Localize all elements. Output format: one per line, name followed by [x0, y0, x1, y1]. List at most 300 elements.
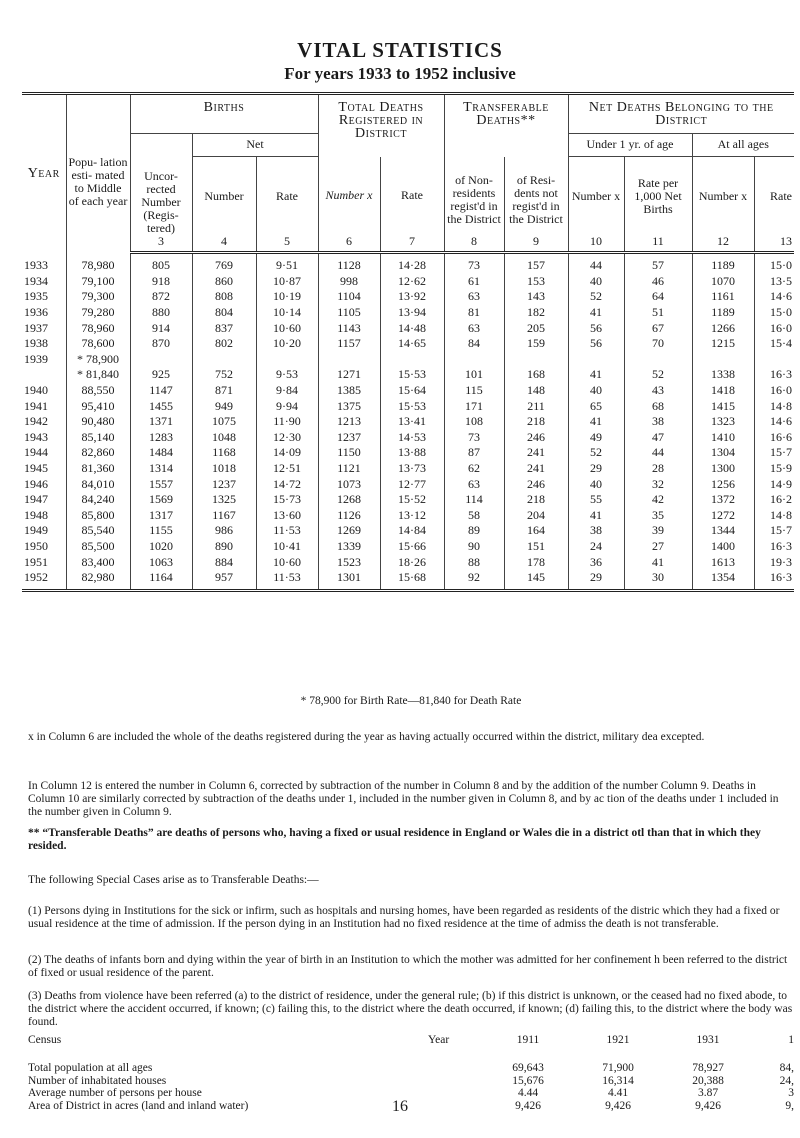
note-column-6: x in Column 6 are included the whole of the deaths registered during the year as having actually occurred within the district, military dea excepted. — [28, 731, 705, 743]
header-deaths-rate: Rate — [380, 157, 444, 236]
table-cell: 1161 — [692, 289, 754, 305]
table-cell: 43 — [624, 383, 692, 399]
table-cell: 16·3 — [770, 538, 792, 553]
table-cell: 15·73 — [256, 492, 318, 508]
census-value: 9, — [785, 1099, 794, 1112]
table-cell: 85,540 — [66, 523, 130, 539]
header-all-number: Number x — [692, 157, 754, 236]
census-value: 4.44 — [517, 1087, 539, 1099]
col-number: 4 — [192, 235, 256, 253]
table-row — [22, 476, 794, 492]
table-cell: 79,300 — [66, 289, 130, 305]
census-value: 24, — [779, 1074, 794, 1087]
table-cell: 79,280 — [66, 305, 130, 321]
table-cell: 83,400 — [66, 554, 130, 570]
table-cell: 949 — [192, 398, 256, 414]
table-cell: 171 — [444, 398, 504, 414]
table-row — [22, 274, 794, 290]
table-cell: 40 — [568, 383, 624, 399]
table-cell: 1304 — [692, 445, 754, 461]
table-cell: 178 — [504, 554, 568, 570]
table-cell: 914 — [130, 320, 192, 336]
table-cell: 30 — [624, 570, 692, 591]
table-cell: 14·53 — [380, 430, 444, 446]
table-cell: 1256 — [692, 476, 754, 492]
table-cell: 1215 — [692, 336, 754, 352]
col-number: 6 — [318, 235, 380, 253]
table-cell: 182 — [504, 305, 568, 321]
header-transferable-deaths: Transferable Deaths** — [444, 94, 568, 157]
table-cell: 44 — [624, 445, 692, 461]
table-cell: 1339 — [318, 539, 380, 555]
table-cell: 168 — [504, 367, 568, 383]
table-cell: 1073 — [318, 476, 380, 492]
census-value: 15,676 — [512, 1074, 544, 1087]
table-cell — [130, 352, 192, 368]
table-cell: 957 — [192, 570, 256, 591]
census-row-label: Number of inhabitated houses — [28, 1074, 167, 1087]
table-cell: 204 — [504, 508, 568, 524]
note-column-12: In Column 12 is entered the number in Column 6, corrected by subtraction of the number in Column 8 and by the addition of the number Column 9. Deaths in Column 10 are similarly corrected by subtraction of the deaths under 1, included in the number given in Column 8, and by ac tion of the deaths under 1 included in the number given in Column 9. — [28, 780, 779, 818]
table-cell: 11·53 — [256, 570, 318, 591]
table-cell: 85,140 — [66, 430, 130, 446]
table-row — [22, 539, 794, 555]
table-cell: 13·60 — [256, 508, 318, 524]
table-cell: 1266 — [692, 320, 754, 336]
table-cell: 1948 — [22, 508, 66, 524]
table-cell: 58 — [444, 508, 504, 524]
table-row — [22, 253, 794, 274]
table-cell: 804 — [192, 305, 256, 321]
table-cell: 62 — [444, 461, 504, 477]
table-row — [22, 305, 794, 321]
table-cell: 41 — [568, 508, 624, 524]
header-under-1: Under 1 yr. of age — [568, 134, 692, 157]
table-cell: 1947 — [22, 492, 66, 508]
table-cell: 29 — [568, 570, 624, 591]
table-cell: 890 — [192, 539, 256, 555]
table-cell: 884 — [192, 554, 256, 570]
table-cell: 35 — [624, 508, 692, 524]
table-cell: 14·09 — [256, 445, 318, 461]
table-cell: 1323 — [692, 414, 754, 430]
table-cell: 15·0 — [770, 258, 792, 273]
table-cell: 85,800 — [66, 508, 130, 524]
table-cell: 1189 — [692, 305, 754, 321]
census-row — [28, 1062, 794, 1075]
table-cell: 40 — [568, 274, 624, 290]
table-cell — [380, 352, 444, 368]
census-value: 69,643 — [512, 1062, 544, 1074]
table-cell: 1950 — [22, 539, 66, 555]
table-cell: 15·52 — [380, 492, 444, 508]
table-cell: 1944 — [22, 445, 66, 461]
table-cell: 802 — [192, 336, 256, 352]
table-cell: 1939 — [22, 352, 66, 368]
table-cell: 14·84 — [380, 523, 444, 539]
table-cell: 1283 — [130, 430, 192, 446]
table-cell: 38 — [624, 414, 692, 430]
table-cell: 1375 — [318, 398, 380, 414]
table-cell: 15·7 — [770, 445, 792, 460]
table-cell: 872 — [130, 289, 192, 305]
table-cell: 13·94 — [380, 305, 444, 321]
header-rate: Rate — [256, 157, 318, 236]
table-cell: 15·53 — [380, 367, 444, 383]
table-cell: 82,860 — [66, 445, 130, 461]
table-cell: 10·87 — [256, 274, 318, 290]
table-cell: 41 — [568, 305, 624, 321]
table-cell: 9·51 — [256, 253, 318, 274]
table-cell: 918 — [130, 274, 192, 290]
table-cell: 32 — [624, 476, 692, 492]
table-cell — [692, 352, 754, 368]
col-number: 5 — [256, 235, 318, 253]
table-cell: 1371 — [130, 414, 192, 430]
table-cell: 1400 — [692, 539, 754, 555]
table-cell: 1317 — [130, 508, 192, 524]
table-cell: 1484 — [130, 445, 192, 461]
table-row — [22, 336, 794, 352]
table-cell: 1121 — [318, 461, 380, 477]
table-cell: 52 — [568, 445, 624, 461]
table-cell: 14·48 — [380, 320, 444, 336]
table-cell: 1070 — [692, 274, 754, 290]
census-year: 1931 — [696, 1034, 720, 1046]
table-cell: 10·14 — [256, 305, 318, 321]
table-cell: 15·53 — [380, 398, 444, 414]
table-cell — [22, 367, 66, 383]
col-number: 12 — [692, 235, 754, 253]
census-value: 4.41 — [607, 1087, 629, 1099]
header-under1-number: Number x — [568, 157, 624, 236]
table-cell: 925 — [130, 367, 192, 383]
table-cell: 1937 — [22, 320, 66, 336]
note-case-3: (3) Deaths from violence have been referred (a) to the district of residence, under the general rule; (b) if this district is unknown, or the ceased had no fixed abode, to the district where the accident occurred, if known; (c) failing this, to the district where the death occurred, if known; (d) failing this, to the district where the body was found. — [28, 990, 793, 1028]
table-cell: 157 — [504, 253, 568, 274]
table-cell: 12·51 — [256, 461, 318, 477]
table-cell: 88 — [444, 554, 504, 570]
table-cell: 115 — [444, 383, 504, 399]
table-row — [22, 430, 794, 446]
table-cell: 1143 — [318, 320, 380, 336]
col-number: 3 — [130, 235, 192, 253]
table-cell: 246 — [504, 476, 568, 492]
table-cell: 143 — [504, 289, 568, 305]
table-cell: 1569 — [130, 492, 192, 508]
table-cell: 1128 — [318, 253, 380, 274]
census-value: 20,388 — [692, 1074, 724, 1087]
table-cell: 1934 — [22, 274, 66, 290]
table-cell: 1325 — [192, 492, 256, 508]
col-number: 9 — [504, 235, 568, 253]
table-cell: 860 — [192, 274, 256, 290]
table-cell: 15·7 — [770, 523, 792, 538]
table-cell: 1938 — [22, 336, 66, 352]
table-cell: 65 — [568, 398, 624, 414]
table-cell: 1155 — [130, 523, 192, 539]
table-cell: 46 — [624, 274, 692, 290]
table-cell: 84,010 — [66, 476, 130, 492]
table-cell: 63 — [444, 289, 504, 305]
table-cell: 13·88 — [380, 445, 444, 461]
table-cell: 90 — [444, 539, 504, 555]
table-cell: 16·6 — [770, 429, 792, 444]
table-row — [22, 398, 794, 414]
table-cell: 808 — [192, 289, 256, 305]
table-cell: 73 — [444, 430, 504, 446]
table-cell: 10·41 — [256, 539, 318, 555]
table-cell: 14·6 — [770, 289, 792, 304]
table-cell: 63 — [444, 476, 504, 492]
table-cell: 14·65 — [380, 336, 444, 352]
table-cell: 1147 — [130, 383, 192, 399]
table-cell: 70 — [624, 336, 692, 352]
census-year: 1911 — [516, 1034, 540, 1046]
table-cell: 1272 — [692, 508, 754, 524]
table-cell — [256, 352, 318, 368]
col-number: 8 — [444, 235, 504, 253]
header-total-deaths: Total Deaths Registered in District — [318, 94, 444, 157]
table-cell: 1935 — [22, 289, 66, 305]
table-cell: 1410 — [692, 430, 754, 446]
table-cell: 39 — [624, 523, 692, 539]
table-cell: 1455 — [130, 398, 192, 414]
col-number: 13 — [754, 235, 794, 253]
table-cell: 1126 — [318, 508, 380, 524]
census-label: Census — [28, 1034, 62, 1046]
table-cell: 41 — [624, 554, 692, 570]
census-value: 9,426 — [515, 1099, 541, 1112]
table-row — [22, 352, 794, 368]
table-cell: 28 — [624, 461, 692, 477]
table-cell: 769 — [192, 253, 256, 274]
table-cell: * 81,840 — [66, 367, 130, 383]
table-cell: 10·20 — [256, 336, 318, 352]
table-cell: 1354 — [692, 570, 754, 591]
table-cell: 1942 — [22, 414, 66, 430]
note-transferable: ** “Transferable Deaths” are deaths of persons who, having a fixed or usual residence in England or Wales die in a district otl than that in which they resided. — [28, 827, 761, 852]
census-row — [28, 1075, 794, 1088]
table-cell: 1385 — [318, 383, 380, 399]
census-value: 84, — [779, 1062, 794, 1074]
table-cell: 1018 — [192, 461, 256, 477]
census-header — [28, 1034, 794, 1050]
table-cell: 67 — [624, 320, 692, 336]
table-cell: 101 — [444, 367, 504, 383]
table-cell: 1237 — [192, 476, 256, 492]
table-cell: 49 — [568, 430, 624, 446]
table-row — [22, 383, 794, 399]
table-cell: 986 — [192, 523, 256, 539]
table-cell: 1269 — [318, 523, 380, 539]
table-row — [22, 445, 794, 461]
census-value: 9,426 — [695, 1099, 721, 1112]
table-cell: 40 — [568, 476, 624, 492]
table-cell: 42 — [624, 492, 692, 508]
census-value: 16,314 — [602, 1074, 634, 1087]
table-cell: 1189 — [692, 253, 754, 274]
table-cell: 84 — [444, 336, 504, 352]
col-number: 7 — [380, 235, 444, 253]
table-cell: 16·0 — [770, 383, 792, 398]
header-year: Year — [22, 94, 66, 253]
table-cell: 241 — [504, 445, 568, 461]
table-cell: 12·62 — [380, 274, 444, 290]
table-cell: 81,360 — [66, 461, 130, 477]
table-cell: 79,100 — [66, 274, 130, 290]
table-cell: 145 — [504, 570, 568, 591]
table-cell: 12·77 — [380, 476, 444, 492]
table-cell: 1301 — [318, 570, 380, 591]
table-cell: 148 — [504, 383, 568, 399]
page-number: 16 — [392, 1098, 408, 1115]
census-row-label: Area of District in acres (land and inland water) — [28, 1099, 249, 1112]
table-cell: 14·9 — [770, 476, 792, 491]
census-row-label: Total population at all ages — [28, 1062, 153, 1074]
table-cell: 52 — [568, 289, 624, 305]
table-cell: 9·53 — [256, 367, 318, 383]
table-cell: 1344 — [692, 523, 754, 539]
table-cell: 18·26 — [380, 554, 444, 570]
table-cell: 1150 — [318, 445, 380, 461]
table-cell: 41 — [568, 414, 624, 430]
table-cell: 1237 — [318, 430, 380, 446]
table-row — [22, 554, 794, 570]
table-cell: 1557 — [130, 476, 192, 492]
table-cell — [504, 352, 568, 368]
table-cell: 56 — [568, 320, 624, 336]
table-cell: 78,980 — [66, 253, 130, 274]
header-residents: of Resi- dents not regist'd in the District — [504, 157, 568, 236]
table-cell: 1952 — [22, 570, 66, 591]
header-non-residents: of Non- residents regist'd in the District — [444, 157, 504, 236]
table-cell: 153 — [504, 274, 568, 290]
table-cell: 16·2 — [770, 492, 792, 507]
table-cell: 90,480 — [66, 414, 130, 430]
table-cell — [318, 352, 380, 368]
table-cell: 1523 — [318, 554, 380, 570]
table-cell: 218 — [504, 414, 568, 430]
table-cell: 15·4 — [770, 336, 792, 351]
header-all-ages: At all ages — [692, 134, 794, 157]
table-cell: 1271 — [318, 367, 380, 383]
census-value: 71,900 — [602, 1062, 634, 1074]
table-cell: 1945 — [22, 461, 66, 477]
table-cell: 57 — [624, 253, 692, 274]
header-population: Popu- lation esti- mated to Middle of each year — [66, 94, 130, 253]
table-cell — [444, 352, 504, 368]
table-cell: 9·84 — [256, 383, 318, 399]
page-subtitle: For years 1933 to 1952 inclusive — [284, 64, 516, 83]
table-cell: 15·66 — [380, 539, 444, 555]
header-all-rate: Rate — [770, 188, 792, 203]
table-cell: 87 — [444, 445, 504, 461]
table-cell: 1213 — [318, 414, 380, 430]
table-row — [22, 414, 794, 430]
table-cell: 1943 — [22, 430, 66, 446]
census-year-label: Year — [428, 1034, 450, 1046]
table-row — [22, 570, 794, 591]
header-rate-per-births: Rate per 1,000 Net Births — [624, 157, 692, 236]
table-cell: 1167 — [192, 508, 256, 524]
table-cell: 78,960 — [66, 320, 130, 336]
table-cell: 164 — [504, 523, 568, 539]
header-net-deaths: Net Deaths Belonging to the District — [568, 94, 794, 134]
table-cell: 82,980 — [66, 570, 130, 591]
table-cell: 1268 — [318, 492, 380, 508]
table-cell: 1946 — [22, 476, 66, 492]
table-cell: 84,240 — [66, 492, 130, 508]
note-case-2: (2) The deaths of infants born and dying within the year of birth in an Institution to which the mother was admitted for her confinement h been referred to the district of fixed or usual residence of the parent. — [28, 954, 788, 979]
note-case-1: (1) Persons dying in Institutions for the sick or infirm, such as hospitals and nursing homes, have been regarded as residents of the distric which they had a fixed or usual residence at the time of admission. If the person dying in an Institution had no fixed residence at the time of admiss the death is not transferable. — [28, 905, 780, 930]
table-cell: 205 — [504, 320, 568, 336]
table-cell: 13·5 — [770, 273, 792, 288]
table-cell: 1613 — [692, 554, 754, 570]
table-cell: 1063 — [130, 554, 192, 570]
table-cell — [754, 352, 794, 368]
table-cell: 805 — [130, 253, 192, 274]
table-cell: 89 — [444, 523, 504, 539]
table-cell: 11·90 — [256, 414, 318, 430]
table-cell: * 78,900 — [66, 352, 130, 368]
table-cell: 92 — [444, 570, 504, 591]
table-cell: 44 — [568, 253, 624, 274]
table-cell: 78,600 — [66, 336, 130, 352]
table-cell: 81 — [444, 305, 504, 321]
table-cell: 24 — [568, 539, 624, 555]
table-cell: 36 — [568, 554, 624, 570]
table-cell: 10·60 — [256, 554, 318, 570]
table-cell: 16·0 — [770, 320, 792, 335]
table-cell: 1949 — [22, 523, 66, 539]
census-value: 3.87 — [697, 1087, 719, 1099]
table-cell: 9·94 — [256, 398, 318, 414]
table-cell: 19·3 — [770, 554, 792, 569]
table-cell: 114 — [444, 492, 504, 508]
table-cell: 159 — [504, 336, 568, 352]
table-cell: 241 — [504, 461, 568, 477]
table-cell: 15·64 — [380, 383, 444, 399]
table-cell: 1936 — [22, 305, 66, 321]
header-births: Births — [130, 94, 318, 134]
table-cell: 73 — [444, 253, 504, 274]
table-cell: 10·19 — [256, 289, 318, 305]
table-cell: 870 — [130, 336, 192, 352]
table-cell: 1075 — [192, 414, 256, 430]
table-cell: 1164 — [130, 570, 192, 591]
table-cell: 10·60 — [256, 320, 318, 336]
page-title: VITAL STATISTICS — [297, 38, 503, 62]
table-cell: 1105 — [318, 305, 380, 321]
table-cell: 13·73 — [380, 461, 444, 477]
table-cell: 998 — [318, 274, 380, 290]
table-cell: 14·8 — [770, 398, 792, 413]
table-cell: 151 — [504, 539, 568, 555]
census-value: 3 — [788, 1087, 794, 1099]
table-cell — [192, 352, 256, 368]
table-cell: 13·12 — [380, 508, 444, 524]
table-cell: 13·92 — [380, 289, 444, 305]
table-cell: 1104 — [318, 289, 380, 305]
table-cell — [568, 352, 624, 368]
table-cell: 16·3 — [754, 570, 794, 591]
table-cell: 14·8 — [770, 507, 792, 522]
census-value: 9,426 — [605, 1099, 631, 1112]
census-year: 1921 — [606, 1034, 630, 1046]
census-year: 1 — [788, 1034, 794, 1046]
footnote-star: * 78,900 for Birth Rate—81,840 for Death Rate — [300, 695, 522, 707]
